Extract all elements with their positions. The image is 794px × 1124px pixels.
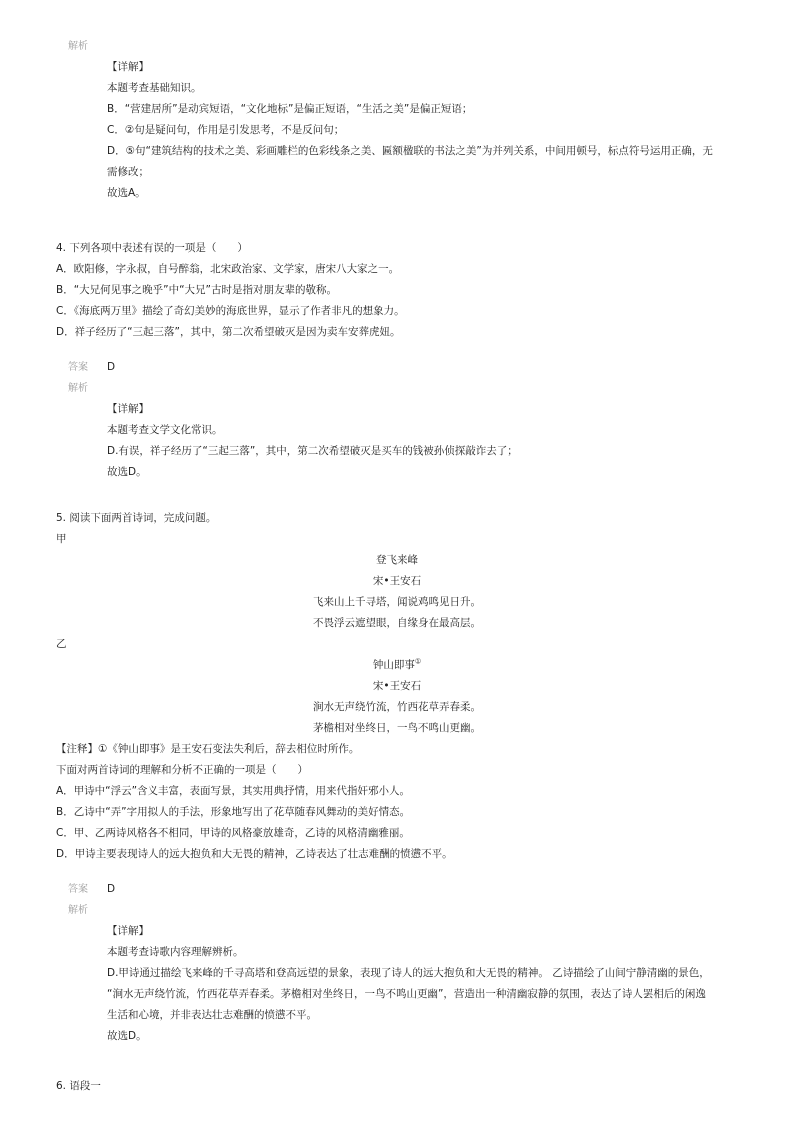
analysis-line: 本题考查基础知识。	[107, 82, 202, 94]
analysis-line: 故选D。	[107, 466, 147, 478]
answer-value: D	[107, 883, 116, 895]
analysis-line: 故选D。	[107, 1030, 147, 1042]
poem-b-title: 钟山即事	[372, 659, 415, 671]
analysis-line: D.有误，祥子经历了“三起三落”，其中，第二次希望破灭是买车的钱被孙侦探敲诈去了；	[107, 445, 518, 457]
analysis-label: 解析	[68, 41, 88, 52]
sub-question: 下面对两首诗词的理解和分析不正确的一项是（ ）	[56, 764, 308, 776]
analysis-label: 解析	[68, 383, 88, 394]
poem-b-title-row	[0, 655, 794, 676]
option-a: A．甲诗中“浮云”含义丰富，表面写景，其实用典抒情，用来代指奸邪小人。	[56, 785, 411, 797]
option-b: B．乙诗中“弄”字用拟人的手法，形象地写出了花草随春风舞动的美好情态。	[56, 806, 411, 818]
analysis-line: 本题考查文学文化常识。	[107, 424, 223, 436]
option-c: C．甲、乙两诗风格各不相同，甲诗的风格豪放雄奇，乙诗的风格清幽雅丽。	[56, 827, 410, 839]
detail-title: 【详解】	[107, 61, 149, 73]
option-d: D．祥子经历了“三起三落”，其中，第二次希望破灭是因为卖车安葬虎妞。	[56, 326, 401, 338]
analysis-label: 解析	[68, 905, 88, 916]
poem-a-marker: 甲	[56, 533, 67, 545]
option-d: D．甲诗主要表现诗人的远大抱负和大无畏的精神，乙诗表达了壮志难酬的愤懑不平。	[56, 848, 453, 860]
analysis-line: “涧水无声绕竹流，竹西花草弄春柔。茅檐相对坐终日，一鸟不鸣山更幽”，营造出一种清幽寂静的氛围，表达了诗人罢相后的闲逸	[107, 988, 706, 1000]
option-c: C．《海底两万里》描绘了奇幻美妙的海底世界，显示了作者非凡的想象力。	[56, 305, 405, 317]
analysis-line: 生活和心境，并非表达壮志难酬的愤懑不平。	[107, 1009, 317, 1021]
answer-value: D	[107, 361, 116, 373]
poem-a-line: 飞来山上千寻塔，闻说鸡鸣见日升。	[313, 596, 481, 608]
poem-b-marker: 乙	[56, 638, 67, 650]
poem-a-line: 不畏浮云遮望眼，自缘身在最高层。	[313, 617, 481, 629]
poem-a-title: 登飞来峰	[376, 554, 418, 566]
analysis-line: C．②句是疑问句，作用是引发思考，不是反问句；	[107, 124, 345, 136]
answer-label: 答案	[68, 362, 88, 373]
option-a: A．欧阳修，字永叔，自号醉翁，北宋政治家、文学家，唐宋八大家之一。	[56, 263, 400, 275]
question-6-stem: 6. 语段一	[56, 1080, 101, 1092]
poem-note: 【注释】①《钟山即事》是王安石变法失利后，辞去相位时所作。	[56, 743, 360, 755]
analysis-line: 故选A。	[107, 187, 146, 199]
note-mark: ①	[414, 657, 422, 666]
analysis-line: 需修改；	[107, 166, 149, 178]
analysis-line: D．⑤句“建筑结构的技术之美、彩画雕栏的色彩线条之美、匾额楹联的书法之美”为并列关系，中间用顿号，标点符号运用正确，无	[107, 145, 713, 157]
poem-b-line: 茅檐相对坐终日，一鸟不鸣山更幽。	[313, 722, 481, 734]
poem-b-line: 涧水无声绕竹流，竹西花草弄春柔。	[313, 701, 481, 713]
analysis-line: B．“营建居所”是动宾短语，“文化地标”是偏正短语，“生活之美”是偏正短语；	[107, 103, 473, 115]
option-b: B．“大兄何见事之晚乎”中“大兄”古时是指对朋友辈的敬称。	[56, 284, 337, 296]
analysis-line: D.甲诗通过描绘飞来峰的千寻高塔和登高远望的景象，表现了诗人的远大抱负和大无畏的精神。 乙诗描绘了山间宁静清幽的景色，	[107, 967, 710, 979]
poem-a-author: 宋•王安石	[372, 575, 422, 587]
question-stem: 4. 下列各项中表述有误的一项是（ ）	[56, 242, 248, 254]
answer-label: 答案	[68, 884, 88, 895]
poem-b-author: 宋•王安石	[372, 680, 422, 692]
analysis-line: 本题考查诗歌内容理解辨析。	[107, 946, 244, 958]
question-stem: 5. 阅读下面两首诗词，完成问题。	[56, 512, 217, 524]
detail-title: 【详解】	[107, 403, 149, 415]
detail-title: 【详解】	[107, 925, 149, 937]
